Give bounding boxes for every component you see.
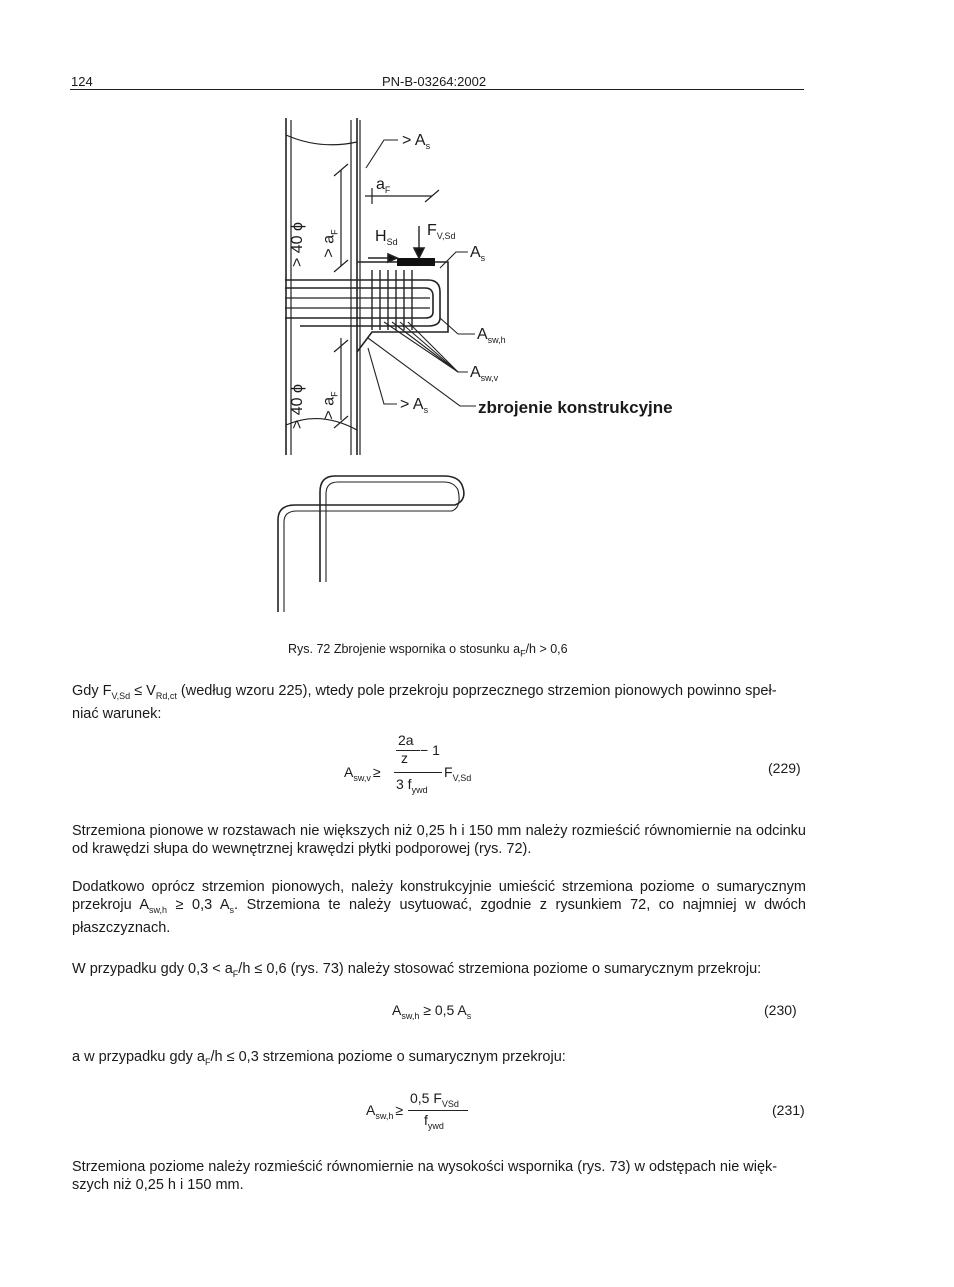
paragraph-4: W przypadku gdy $0,3 < a_F/h \le 0,6$ (rys. 73) należy stosować strzemiona poziome o sumarycznym przekroju: xyxy=(72,961,762,979)
page-number: 124 xyxy=(71,74,93,89)
dim-lower-af: > $a_F$ xyxy=(320,391,340,420)
equation-229-number: (229) xyxy=(768,760,801,776)
as-bottom-label: > $A_s$ xyxy=(400,396,429,416)
paragraph-6: Strzemiona poziome należy rozmieścić równomiernie na wysokości wspornika (rys. 73) w odstępach nie więk- szych niż 0,25 h i 150 mm. xyxy=(72,1159,778,1193)
asw-h-label: $A_{sw,h}$ xyxy=(477,326,506,346)
equation-231: $A_{sw,h}$ ≥ 0,5 $F_{VSd}$ $f_{ywd}$ xyxy=(366,1090,486,1136)
paragraph-1: Gdy $F_{V,Sd} \le V_{Rd,ct}$ (według wzoru 225), wtedy pole przekroju poprzecznego strzemion pionowych powinno speł- niać warunek: xyxy=(72,683,777,722)
dim-upper-40phi: > 40 ϕ xyxy=(289,222,306,267)
paragraph-3: Dodatkowo oprócz strzemion pionowych, należy konstrukcyjnie umieścić strzemiona poziome o sumarycznym przekroju $A_{sw,h} \ge 0,3$ $A_s$. Strzemiona te należy usytuować, zgodnie z rysunkiem 72, co najmniej w dwóch płaszczyznach. xyxy=(72,879,806,936)
equation-231-number: (231) xyxy=(772,1102,805,1118)
as-top-label: > $A_s$ xyxy=(402,132,431,152)
paragraph-5: a w przypadku gdy $a_F/h \le 0,3$ strzemiona poziome o sumarycznym przekroju: xyxy=(72,1049,566,1067)
dim-upper-af: > $a_F$ xyxy=(320,229,340,258)
structural-reinforcement-label: zbrojenie konstrukcyjne xyxy=(478,398,673,417)
equation-230-number: (230) xyxy=(764,1002,797,1018)
equation-229: 2a z − 1 $A_{sw,v}$ ≥ $F_{V,Sd}$ 3 $f_{ywd}$ xyxy=(344,732,472,795)
asw-v-label: $A_{sw,v}$ xyxy=(470,364,499,384)
hsd-label: $H_{Sd}$ xyxy=(375,228,398,248)
af-label: $a_F$ xyxy=(376,176,391,196)
dim-lower-40phi: > 40 ϕ xyxy=(289,384,306,429)
as-right-label: $A_s$ xyxy=(470,244,486,264)
paragraph-2: Strzemiona pionowe w rozstawach nie większych niż 0,25 h i 150 mm należy rozmieścić równomiernie na odcinku od krawędzi słupa do wewnętrznej krawędzi płytki podporowej (rys. 72). xyxy=(72,823,806,857)
standard-code: PN-B-03264:2002 xyxy=(382,74,487,89)
equation-230: $A_{sw,h} \ge 0,5$ $A_s$ xyxy=(392,1002,472,1021)
fv-sd-label: $F_{V,Sd}$ xyxy=(427,222,456,242)
figure-caption: Rys. 72 Zbrojenie wspornika o stosunku $a_F/h > 0,6$ xyxy=(288,642,568,659)
